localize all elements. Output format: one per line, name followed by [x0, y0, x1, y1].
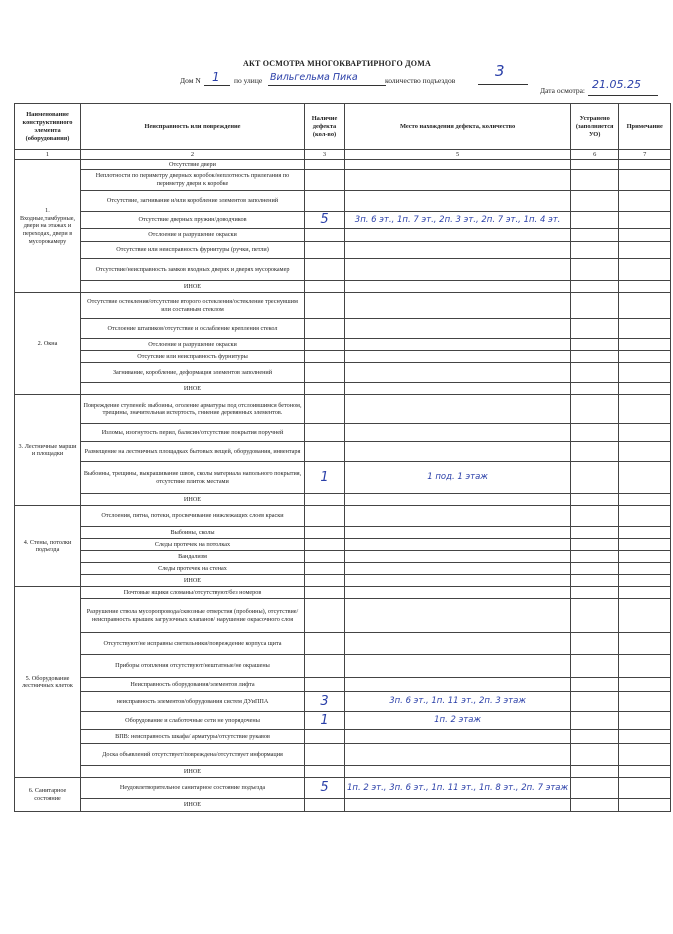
count-cell	[305, 587, 345, 599]
document-title: АКТ ОСМОТРА МНОГОКВАРТИРНОГО ДОМА	[243, 59, 431, 68]
defect-cell: Неисправность оборудования/элементов лифта	[81, 678, 305, 692]
location-cell	[345, 766, 571, 778]
defect-cell: ИНОЕ	[81, 766, 305, 778]
table-row	[15, 633, 671, 655]
note-cell	[619, 293, 671, 319]
fixed-cell	[571, 293, 619, 319]
count-cell	[305, 351, 345, 363]
section-name: 4. Стены, потолки подъезда	[15, 506, 81, 587]
count-cell	[305, 539, 345, 551]
defect-cell: ИНОЕ	[81, 494, 305, 506]
col-header-location: Место нахождения дефекта, количество	[345, 104, 571, 150]
table-row	[15, 212, 671, 229]
defect-cell: ВПВ: неисправность шкафа/ арматуры/отсутствие рукавов	[81, 730, 305, 744]
table-row	[15, 692, 671, 712]
defect-cell: Отслоения, пятна, потеки, просвечивание нижлежащих слоев краски	[81, 506, 305, 527]
table-row	[15, 575, 671, 587]
note-cell	[619, 692, 671, 712]
defect-cell: Следы протечек на потолках	[81, 539, 305, 551]
note-cell	[619, 551, 671, 563]
column-number-row	[15, 150, 671, 160]
defect-cell: Отсутствие/неисправность замков входных дверях и дверях мусорокамер	[81, 259, 305, 281]
location-cell	[345, 191, 571, 212]
note-cell	[619, 494, 671, 506]
location-cell	[345, 339, 571, 351]
count-cell: 3	[305, 692, 345, 712]
entrances-underline	[478, 84, 528, 85]
defect-cell: Отсутствие двери	[81, 160, 305, 170]
defect-cell: Отсутствие или неисправность фурнитуры (ручки, петли)	[81, 242, 305, 259]
house-label: Дом N	[180, 76, 201, 85]
fixed-cell	[571, 633, 619, 655]
col-number: 6	[571, 150, 619, 160]
table-row	[15, 293, 671, 319]
defect-cell: Повреждение ступеней: выбоины, оголение арматуры под отслоившимся бетоном, трещины, значительная истертость, гниение деревянных элементов.	[81, 395, 305, 424]
count-cell	[305, 383, 345, 395]
defect-cell: Выбоины, трещины, выкрашивание швов, сколы материала напольного покрытия, отсутствие плиток местами	[81, 462, 305, 494]
location-cell	[345, 229, 571, 242]
defect-cell: Оборудование и слаботочные сети не упорядочены	[81, 712, 305, 730]
fixed-cell	[571, 351, 619, 363]
location-cell	[345, 170, 571, 191]
table-row	[15, 599, 671, 633]
fixed-cell	[571, 170, 619, 191]
section-name: 3. Лестничные марши и площадки	[15, 395, 81, 506]
house-underline	[204, 85, 230, 86]
count-cell	[305, 229, 345, 242]
fixed-cell	[571, 527, 619, 539]
fixed-cell	[571, 730, 619, 744]
table-row	[15, 799, 671, 812]
fixed-cell	[571, 442, 619, 462]
defect-cell: Доска объявлений отсутствует/повреждена/отсутствует информация	[81, 744, 305, 766]
defect-cell: Отсутствие остекления/отсутствие второго остекления/остекление треснувшим или составным стеклом	[81, 293, 305, 319]
note-cell	[619, 319, 671, 339]
defect-cell: Выбоины, сколы	[81, 527, 305, 539]
street-label: по улице	[234, 76, 263, 85]
defect-cell: ИНОЕ	[81, 799, 305, 812]
section-name: 5. Оборудование лестничных клеток	[15, 587, 81, 778]
note-cell	[619, 351, 671, 363]
defect-cell: Следы протечек на стенах	[81, 563, 305, 575]
note-cell	[619, 170, 671, 191]
count-cell: 5	[305, 778, 345, 799]
defect-cell: Размещение на лестничных площадках бытовых вещей, оборудования, инвентаря	[81, 442, 305, 462]
note-cell	[619, 563, 671, 575]
location-cell	[345, 442, 571, 462]
count-cell	[305, 678, 345, 692]
defect-cell: Разрушение ствола мусоропровода/сквозные отверстия (пробоины), отсутствие/неисправность крышек загрузочных клапанов/ нарушение окрасочного слоя	[81, 599, 305, 633]
table-row	[15, 395, 671, 424]
note-cell	[619, 160, 671, 170]
note-cell	[619, 212, 671, 229]
section-name: 1. Входные,тамбурные, двери на этажах и переходах, двери в мусорокамеру	[15, 160, 81, 293]
table-row	[15, 281, 671, 293]
defect-cell: неисправность элементов/оборудования систем ДУиППА	[81, 692, 305, 712]
note-cell	[619, 744, 671, 766]
location-cell	[345, 259, 571, 281]
location-cell	[345, 744, 571, 766]
count-cell	[305, 160, 345, 170]
col-number: 1	[15, 150, 81, 160]
table-row	[15, 339, 671, 351]
note-cell	[619, 424, 671, 442]
location-cell: 3п. 6 эт., 1п. 7 эт., 2п. 3 эт., 2п. 7 эт., 1п. 4 эт.	[345, 212, 571, 229]
table-row	[15, 778, 671, 799]
fixed-cell	[571, 678, 619, 692]
location-cell	[345, 494, 571, 506]
fixed-cell	[571, 229, 619, 242]
fixed-cell	[571, 319, 619, 339]
fixed-cell	[571, 160, 619, 170]
location-cell	[345, 527, 571, 539]
location-cell	[345, 633, 571, 655]
fixed-cell	[571, 655, 619, 678]
location-cell	[345, 730, 571, 744]
table-row	[15, 363, 671, 383]
note-cell	[619, 678, 671, 692]
location-cell	[345, 575, 571, 587]
street-underline	[268, 85, 386, 86]
table-row	[15, 539, 671, 551]
fixed-cell	[571, 494, 619, 506]
defect-cell: Отсутствуют/не исправны светильники/повреждение корпуса щита	[81, 633, 305, 655]
table-row	[15, 527, 671, 539]
col-header-presence: Наличие дефекта (кол-во)	[305, 104, 345, 150]
table-row	[15, 730, 671, 744]
fixed-cell	[571, 712, 619, 730]
location-cell	[345, 424, 571, 442]
note-cell	[619, 633, 671, 655]
count-cell	[305, 506, 345, 527]
count-cell	[305, 259, 345, 281]
defect-cell: Изломы, изогнутость перил, балясин/отсутствие покрытия поручней	[81, 424, 305, 442]
count-cell	[305, 575, 345, 587]
fixed-cell	[571, 363, 619, 383]
col-number: 5	[345, 150, 571, 160]
note-cell	[619, 383, 671, 395]
count-cell	[305, 766, 345, 778]
defect-cell: Отсутствие дверных пружин/доводчиков	[81, 212, 305, 229]
defect-cell: Отслоение и разрушение окраски	[81, 229, 305, 242]
count-cell	[305, 242, 345, 259]
defect-cell: Отслоение штапиков/отсутствие и ослабление крепления стекол	[81, 319, 305, 339]
note-cell	[619, 191, 671, 212]
table-row	[15, 551, 671, 563]
note-cell	[619, 339, 671, 351]
location-cell: 3п. 6 эт., 1п. 11 эт., 2п. 3 этаж	[345, 692, 571, 712]
house-value: 1	[212, 70, 220, 84]
table-row	[15, 712, 671, 730]
fixed-cell	[571, 339, 619, 351]
note-cell	[619, 575, 671, 587]
count-cell	[305, 633, 345, 655]
count-cell	[305, 744, 345, 766]
col-header-defect: Неисправность или повреждение	[81, 104, 305, 150]
defect-cell: Отсутствие, загнивание и/или коробление элементов заполнений	[81, 191, 305, 212]
location-cell	[345, 678, 571, 692]
location-cell	[345, 242, 571, 259]
location-cell	[345, 587, 571, 599]
fixed-cell	[571, 599, 619, 633]
defect-cell: Отсутсвие или неисправность фурнитуры	[81, 351, 305, 363]
note-cell	[619, 395, 671, 424]
fixed-cell	[571, 191, 619, 212]
note-cell	[619, 506, 671, 527]
count-cell	[305, 363, 345, 383]
count-cell	[305, 319, 345, 339]
table-row	[15, 766, 671, 778]
defect-cell: ИНОЕ	[81, 575, 305, 587]
fixed-cell	[571, 383, 619, 395]
note-cell	[619, 259, 671, 281]
count-cell	[305, 551, 345, 563]
col-number: 7	[619, 150, 671, 160]
location-cell	[345, 563, 571, 575]
table-row	[15, 242, 671, 259]
table-row	[15, 744, 671, 766]
note-cell	[619, 229, 671, 242]
location-cell	[345, 293, 571, 319]
entrances-label: количество подъездов	[385, 76, 456, 85]
location-cell	[345, 799, 571, 812]
location-cell: 1п. 2 этаж	[345, 712, 571, 730]
fixed-cell	[571, 395, 619, 424]
location-cell	[345, 363, 571, 383]
count-cell	[305, 170, 345, 191]
count-cell	[305, 424, 345, 442]
defect-cell: Отслоение и разрушение окраски	[81, 339, 305, 351]
location-cell	[345, 319, 571, 339]
fixed-cell	[571, 424, 619, 442]
table-row	[15, 494, 671, 506]
note-cell	[619, 712, 671, 730]
fixed-cell	[571, 778, 619, 799]
note-cell	[619, 599, 671, 633]
count-cell	[305, 527, 345, 539]
note-cell	[619, 730, 671, 744]
count-cell	[305, 494, 345, 506]
note-cell	[619, 363, 671, 383]
col-header-fixed: Устранено (заполняется УО)	[571, 104, 619, 150]
table-body	[15, 160, 671, 812]
note-cell	[619, 655, 671, 678]
location-cell	[345, 655, 571, 678]
count-cell	[305, 395, 345, 424]
col-header-note: Примечание	[619, 104, 671, 150]
count-cell: 1	[305, 712, 345, 730]
table-row	[15, 563, 671, 575]
note-cell	[619, 442, 671, 462]
table-row	[15, 160, 671, 170]
location-cell	[345, 351, 571, 363]
count-cell	[305, 293, 345, 319]
count-cell: 1	[305, 462, 345, 494]
note-cell	[619, 242, 671, 259]
fixed-cell	[571, 766, 619, 778]
defect-cell: Неудовлетворительное санитарное состояние подъезда	[81, 778, 305, 799]
date-label: Дата осмотра:	[540, 86, 586, 95]
note-cell	[619, 778, 671, 799]
table-row	[15, 424, 671, 442]
fixed-cell	[571, 259, 619, 281]
col-number: 3	[305, 150, 345, 160]
date-value: 21.05.25	[592, 78, 641, 91]
date-underline	[588, 95, 658, 96]
location-cell	[345, 506, 571, 527]
defect-cell: Почтовые ящики сломаны/отсутствуют/без номеров	[81, 587, 305, 599]
count-cell	[305, 339, 345, 351]
note-cell	[619, 587, 671, 599]
count-cell	[305, 730, 345, 744]
count-cell	[305, 191, 345, 212]
defect-cell: ИНОЕ	[81, 383, 305, 395]
fixed-cell	[571, 551, 619, 563]
table-row	[15, 170, 671, 191]
defect-cell: Загнивание, коробление, деформация элементов заполнений	[81, 363, 305, 383]
fixed-cell	[571, 575, 619, 587]
count-cell: 5	[305, 212, 345, 229]
table-row	[15, 229, 671, 242]
note-cell	[619, 281, 671, 293]
table-row	[15, 383, 671, 395]
fixed-cell	[571, 744, 619, 766]
count-cell	[305, 599, 345, 633]
table-row	[15, 655, 671, 678]
defect-cell: Неплотности по периметру дверных коробок/неплотность прилегания по периметру двери к коробке	[81, 170, 305, 191]
note-cell	[619, 462, 671, 494]
table-row	[15, 678, 671, 692]
count-cell	[305, 799, 345, 812]
table-row	[15, 351, 671, 363]
defect-cell: Приборы отопления отсутствуют/нештатные/не окрашены	[81, 655, 305, 678]
table-row	[15, 506, 671, 527]
fixed-cell	[571, 281, 619, 293]
table-row	[15, 259, 671, 281]
defect-cell: ИНОЕ	[81, 281, 305, 293]
section-name: 2. Окна	[15, 293, 81, 395]
fixed-cell	[571, 242, 619, 259]
col-number: 2	[81, 150, 305, 160]
note-cell	[619, 539, 671, 551]
inspection-table	[14, 103, 671, 812]
count-cell	[305, 281, 345, 293]
location-cell: 1п. 2 эт., 3п. 6 эт., 1п. 11 эт., 1п. 8 эт., 2п. 7 этаж	[345, 778, 571, 799]
street-value: Вильгельма Пика	[270, 72, 358, 83]
fixed-cell	[571, 587, 619, 599]
count-cell	[305, 655, 345, 678]
count-cell	[305, 563, 345, 575]
location-cell	[345, 383, 571, 395]
entrances-value: 3	[495, 62, 505, 80]
location-cell	[345, 395, 571, 424]
table-row	[15, 462, 671, 494]
note-cell	[619, 527, 671, 539]
table-row	[15, 191, 671, 212]
fixed-cell	[571, 799, 619, 812]
count-cell	[305, 442, 345, 462]
fixed-cell	[571, 692, 619, 712]
table-row	[15, 319, 671, 339]
table-row	[15, 442, 671, 462]
fixed-cell	[571, 212, 619, 229]
location-cell	[345, 599, 571, 633]
table-row	[15, 587, 671, 599]
fixed-cell	[571, 462, 619, 494]
fixed-cell	[571, 539, 619, 551]
note-cell	[619, 799, 671, 812]
header-row	[15, 104, 671, 150]
fixed-cell	[571, 506, 619, 527]
note-cell	[619, 766, 671, 778]
location-cell: 1 под. 1 этаж	[345, 462, 571, 494]
fixed-cell	[571, 563, 619, 575]
location-cell	[345, 539, 571, 551]
col-header-element: Наименование конструктивного элемента (оборудования)	[15, 104, 81, 150]
location-cell	[345, 551, 571, 563]
section-name: 6. Санитарное состояние	[15, 778, 81, 812]
location-cell	[345, 160, 571, 170]
location-cell	[345, 281, 571, 293]
defect-cell: Вандализм	[81, 551, 305, 563]
